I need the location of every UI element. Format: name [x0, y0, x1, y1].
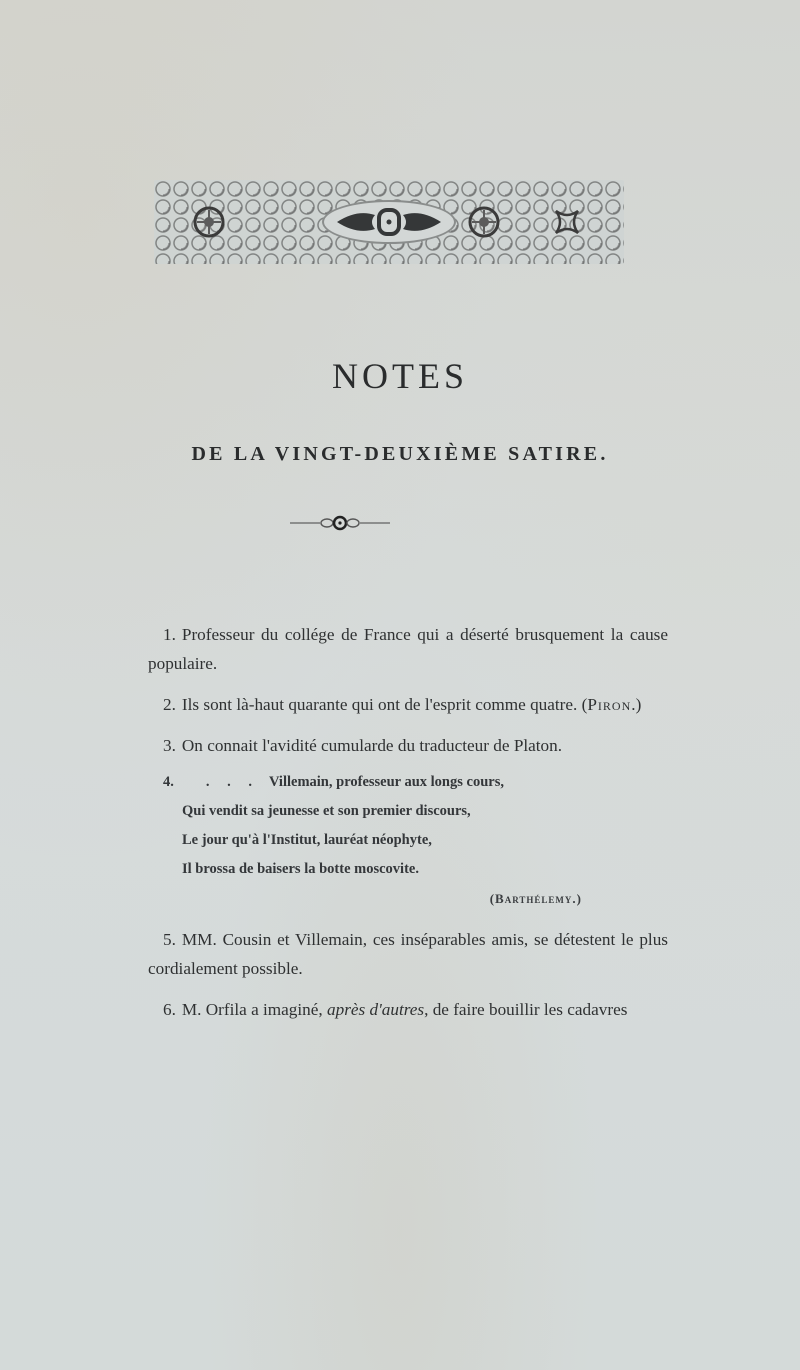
rosette-left-icon [192, 205, 226, 239]
verse-line-3: Le jour qu'à l'Institut, lauréat néophyte, [182, 832, 432, 848]
rosette-right-icon [467, 205, 501, 239]
note-number: 4. [163, 774, 174, 790]
note-1 [148, 620, 668, 678]
page-title: NOTES [332, 356, 468, 396]
verse-line-2: Qui vendit sa jeunesse et son premier discours, [182, 803, 471, 819]
note-5 [148, 925, 668, 983]
attribution-close: .) [631, 695, 642, 714]
note-number: 6. [163, 1000, 176, 1019]
verse-line-4: Il brossa de baisers la botte moscovite. [182, 861, 419, 877]
headpiece-ornament [154, 180, 624, 264]
note-number: 1. [163, 625, 176, 644]
leaf-cartouche-icon [329, 205, 449, 239]
note-2 [148, 690, 668, 719]
note-number: 3. [163, 736, 176, 755]
verse-line-1 [148, 768, 668, 797]
note-text: MM. Cousin et Villemain, ces inséparables amis, se détestent le plus cordialement possible. [148, 930, 668, 978]
note-text: , de faire bouillir les cadavres [424, 1000, 628, 1019]
note-attribution: Piron [587, 695, 632, 714]
verse-text: Villemain, professeur aux longs cours, [269, 774, 504, 790]
note-text: M. Orfila a imaginé, [181, 1000, 327, 1019]
verse-attribution: (Barthélemy.) [489, 891, 582, 906]
verse-ellipsis: . . . [205, 774, 259, 790]
note-3 [148, 731, 668, 760]
note-number: 5. [163, 930, 176, 949]
fleuron-divider-icon [290, 515, 390, 531]
center-cartouche [322, 200, 456, 244]
note-4-verse [148, 768, 668, 913]
notes-list [148, 620, 668, 1036]
note-6 [148, 995, 668, 1024]
note-text: On connait l'avidité cumularde du traducteur de Platon. [181, 736, 563, 755]
attribution-open: ( [581, 695, 588, 714]
page-subtitle: DE LA VINGT-DEUXIÈME SATIRE. [191, 443, 609, 465]
note-text-italic: après d'autres [327, 1000, 425, 1019]
note-number: 2. [163, 695, 176, 714]
star-ornament-icon [552, 207, 582, 237]
note-text: Ils sont là-haut quarante qui ont de l'esprit comme quatre. [181, 695, 578, 714]
note-text: Professeur du collége de France qui a déserté brusquement la cause populaire. [148, 625, 668, 673]
